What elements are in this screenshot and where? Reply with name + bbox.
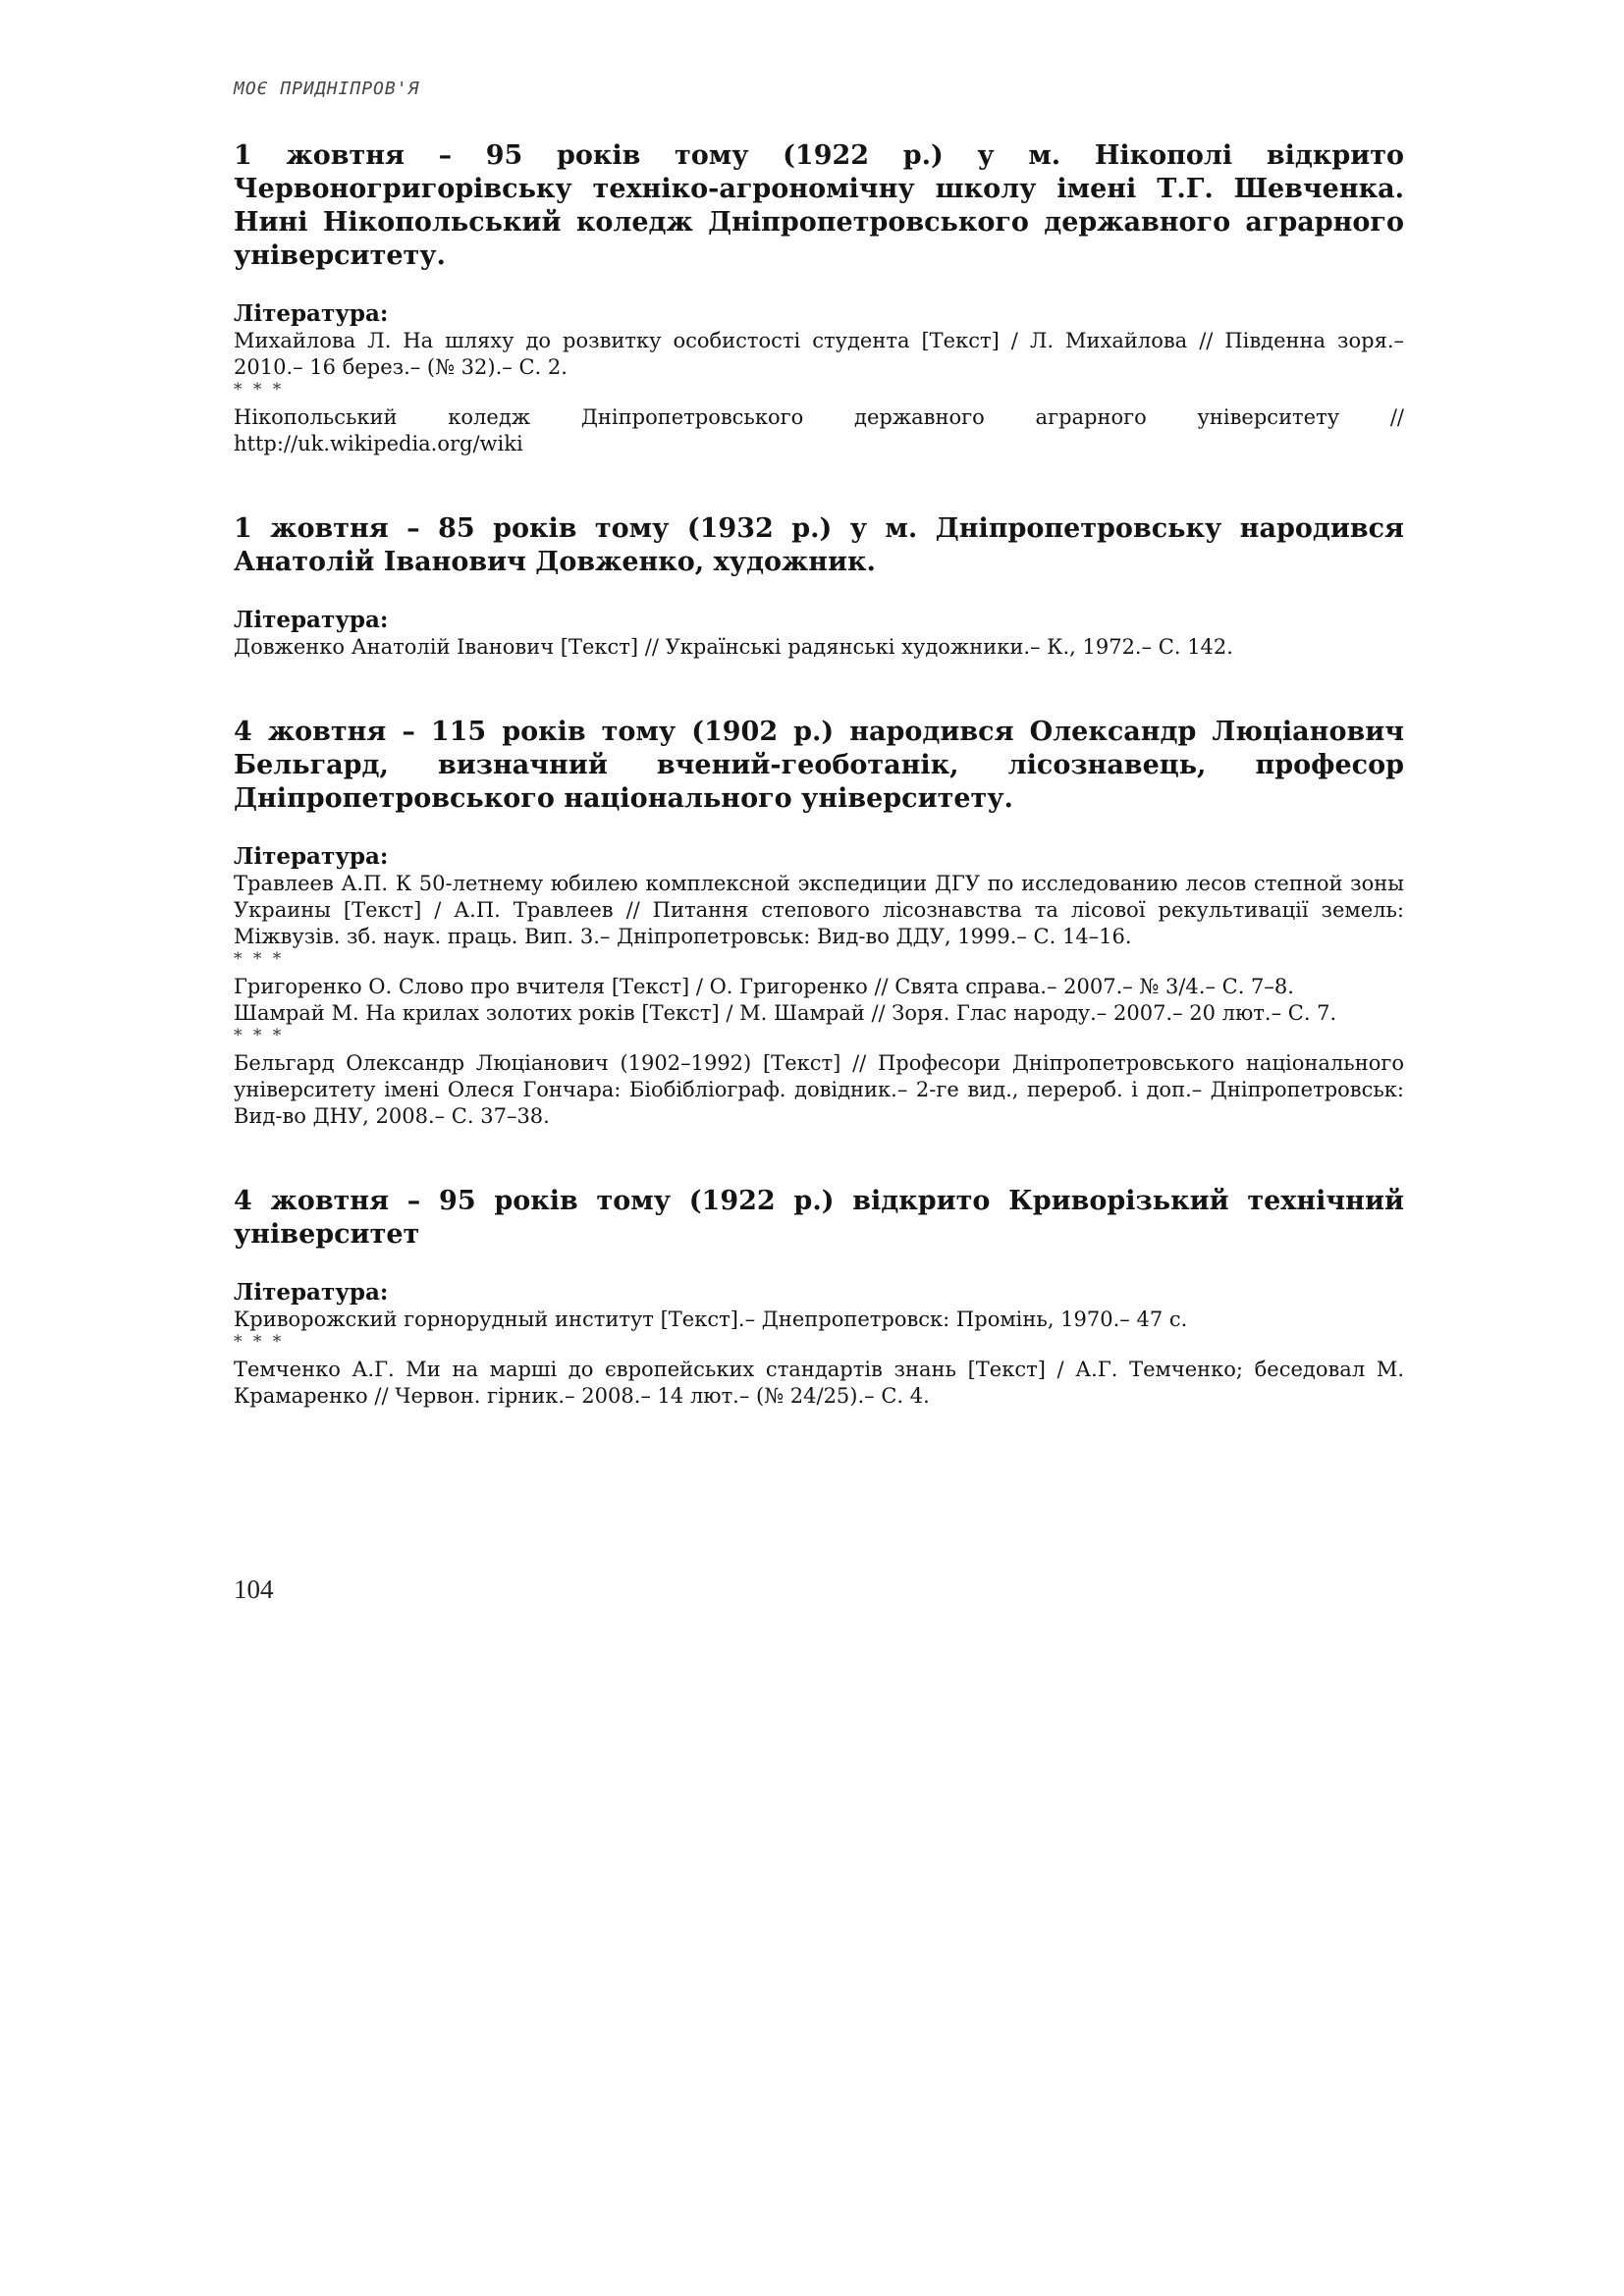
reference: Темченко А.Г. Ми на марші до європейських стандартів знань [Текст] / А.Г. Темченко; беседовал М. Крамаренко // Червон. гірник.– 2008.– 14 лют.– (№ 24/25).– С. 4. bbox=[234, 1358, 1404, 1408]
reference: Бельгард Олександр Люціанович (1902–1992) [Текст] // Професори Дніпропетровського національного університету імені Олеся Гончара: Біобібліограф. довідник.– 2-ге вид., перероб. і доп.– Дніпропетровськ: Вид-во ДНУ, 2008.– С. 37–38. bbox=[234, 1051, 1404, 1128]
entry bbox=[234, 139, 1404, 457]
separator: * * * bbox=[234, 1026, 285, 1045]
separator: * * * bbox=[234, 1332, 285, 1352]
running-head: МОЄ ПРИДНІПРОВ'Я bbox=[234, 79, 420, 99]
reference: Травлеев А.П. К 50-летнему юбилею комплексной экспедиции ДГУ по исследованию лесов степной зоны Украины [Текст] / А.П. Травлеев // Питання степового лісознавства та лісової рекультивації земель: Міжвузів. зб. наук. праць. Вип. 3.– Дніпропетровськ: Вид-во ДДУ, 1999.– С. 14–16. bbox=[234, 872, 1404, 948]
entry-title: 4 жовтня – 95 років тому (1922 р.) відкрито Криворізький технічний університет bbox=[234, 1186, 1404, 1250]
entry bbox=[234, 716, 1404, 1130]
literature-label: Література: bbox=[234, 1279, 389, 1306]
page-content bbox=[234, 139, 1404, 1465]
separator: * * * bbox=[234, 949, 285, 969]
entry-title: 1 жовтня – 85 років тому (1932 р.) у м. Дніпропетровську народився Анатолій Іванович Довженко, художник. bbox=[234, 513, 1404, 577]
literature-label: Література: bbox=[234, 843, 389, 870]
literature-label: Література: bbox=[234, 300, 389, 327]
reference: Довженко Анатолій Іванович [Текст] // Українські радянські художники.– К., 1972.– С. 142. bbox=[234, 635, 1233, 659]
separator: * * * bbox=[234, 380, 285, 400]
reference: Криворожский горнорудный институт [Текст].– Днепропетровск: Промінь, 1970.– 47 с. bbox=[234, 1308, 1188, 1331]
reference: Михайлова Л. На шляху до розвитку особистості студента [Текст] / Л. Михайлова // Південна зоря.– 2010.– 16 берез.– (№ 32).– С. 2. bbox=[234, 329, 1404, 379]
reference: Нікопольський коледж Дніпропетровського державного аграрного університету // http://uk.wikipedia.org/wiki bbox=[234, 405, 1404, 455]
entry bbox=[234, 512, 1404, 661]
entry-title: 4 жовтня – 115 років тому (1902 р.) народився Олександр Люціанович Бельгард, визначний вчений-геоботанік, лісознавець, професор Дніпропетровського національного університету. bbox=[234, 717, 1404, 814]
entry bbox=[234, 1185, 1404, 1410]
reference: Шамрай М. На крилах золотих років [Текст] / М. Шамрай // Зоря. Глас народу.– 2007.– 20 лют.– С. 7. bbox=[234, 1001, 1337, 1025]
literature-label: Література: bbox=[234, 607, 389, 633]
reference: Григоренко О. Слово про вчителя [Текст] / О. Григоренко // Свята справа.– 2007.– № 3/4.– С. 7–8. bbox=[234, 975, 1294, 998]
page-number: 104 bbox=[234, 1575, 274, 1604]
entry-title: 1 жовтня – 95 років тому (1922 р.) у м. Нікополі відкрито Червоногригорівську техніко-агрономічну школу імені Т.Г. Шевченка. Нині Нікопольський коледж Дніпропетровського державного аграрного університету. bbox=[234, 140, 1404, 271]
